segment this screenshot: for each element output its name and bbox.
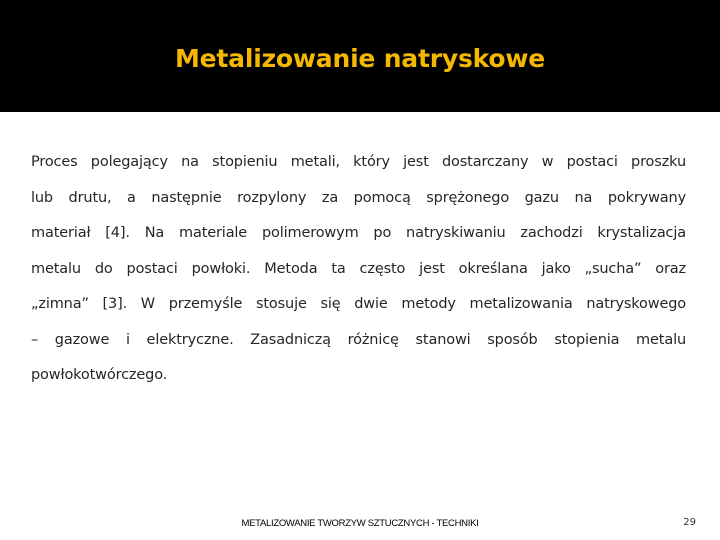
body-line: metalu do postaci powłoki. Metoda ta często jest określana jako „sucha” oraz [31, 260, 686, 277]
page-number: 29 [683, 517, 696, 528]
body-line: „zimna” [3]. W przemyśle stosuje się dwie metody metalizowania natryskowego [31, 296, 686, 312]
slide-footer: METALIZOWANIE TWORZYW SZTUCZNYCH - TECHNIKI [241, 518, 479, 529]
slide-body-text [31, 145, 686, 394]
title-bar [0, 0, 720, 112]
body-line: powłokotwórczego. [31, 367, 168, 383]
slide-title: Metalizowanie natryskowe [174, 44, 546, 73]
body-line: Proces polegający na stopieniu metali, który jest dostarczany w postaci proszku [31, 154, 686, 170]
body-line: materiał [4]. Na materiale polimerowym po natryskiwaniu zachodzi krystalizacja [31, 225, 686, 241]
body-line: – gazowe i elektryczne. Zasadniczą różnicę stanowi sposób stopienia metalu [31, 331, 686, 348]
body-line: lub drutu, a następnie rozpylony za pomocą sprężonego gazu na pokrywany [31, 189, 686, 206]
